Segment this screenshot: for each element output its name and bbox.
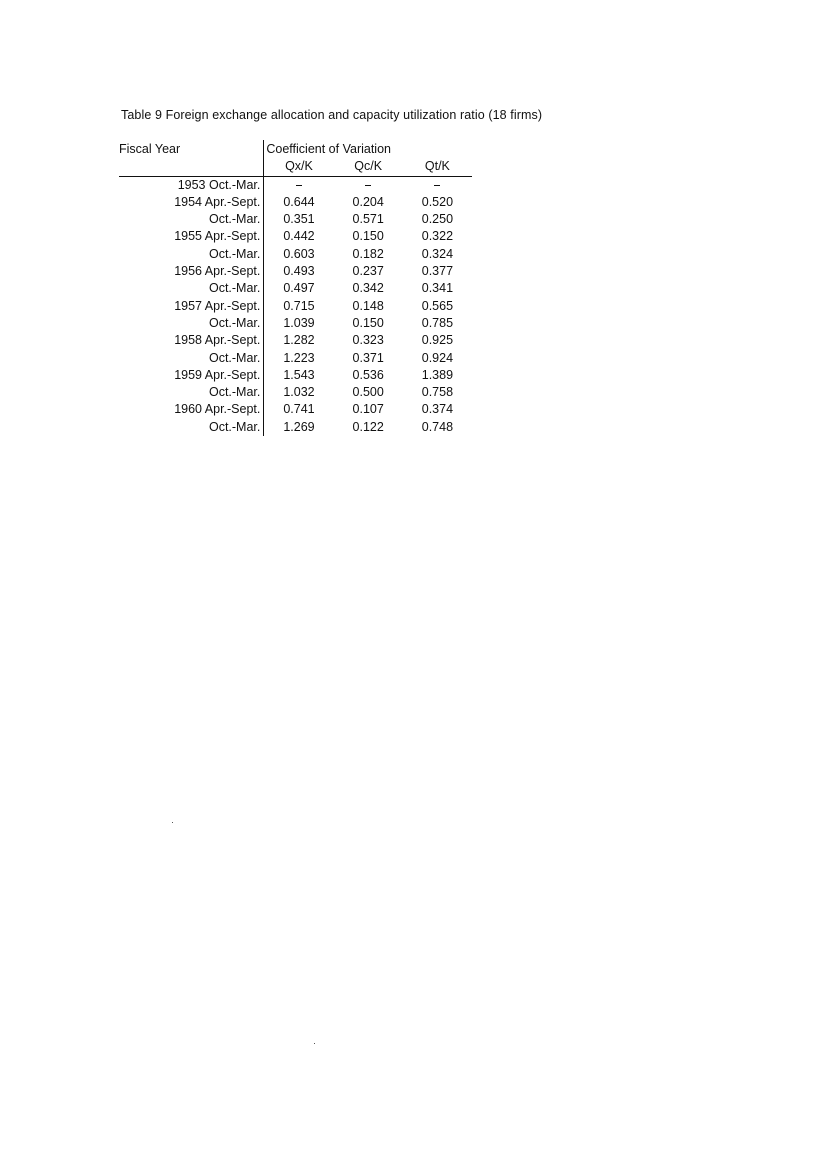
row-fiscal-year: 1960 Apr.-Sept. <box>119 401 264 418</box>
row-fiscal-year: Oct.-Mar. <box>119 384 264 401</box>
cell-qx-k: 0.741 <box>283 402 315 417</box>
cell-qc-k: 0.182 <box>352 246 384 261</box>
cell-qx-k: 0.715 <box>283 298 315 313</box>
cell-qc-k: 0.107 <box>352 402 384 417</box>
cell-qc-k: 0.571 <box>352 212 384 227</box>
stub-header-spacer <box>119 158 264 176</box>
cell-qt-k: 0.924 <box>421 350 454 365</box>
table-subheader-row <box>119 158 472 176</box>
table-row <box>119 401 472 418</box>
row-fiscal-year: Oct.-Mar. <box>119 246 264 263</box>
cell-qx-k: 0.497 <box>283 281 315 296</box>
data-table-container <box>119 140 472 436</box>
row-fiscal-year: 1958 Apr.-Sept. <box>119 332 264 349</box>
row-fiscal-year: Oct.-Mar. <box>119 211 264 228</box>
cell-qt-k: 0.322 <box>421 229 454 244</box>
row-fiscal-year: Oct.-Mar. <box>119 280 264 297</box>
row-fiscal-year: 1959 Apr.-Sept. <box>119 367 264 384</box>
cell-qx-k: 1.269 <box>283 419 315 434</box>
table-body <box>119 176 472 436</box>
cell-qt-k: 0.565 <box>421 298 454 313</box>
data-table <box>119 140 472 436</box>
cell-qt-k: 0.520 <box>421 194 454 209</box>
table-row <box>119 315 472 332</box>
column-header-qt: Qt/K <box>403 158 472 176</box>
row-fiscal-year: 1954 Apr.-Sept. <box>119 194 264 211</box>
cell-qc-k: 0.371 <box>352 350 384 365</box>
column-header-qx: Qx/K <box>264 158 334 176</box>
cell-qx-k: 0.493 <box>283 264 315 279</box>
cell-qx-k: 0.603 <box>283 246 315 261</box>
cell-qc-k: 0.342 <box>352 281 384 296</box>
stub-header: Fiscal Year <box>119 140 264 158</box>
row-fiscal-year: 1953 Oct.-Mar. <box>119 176 264 194</box>
cell-qc-k: 0.323 <box>352 333 384 348</box>
cell-qt-k: 0.758 <box>421 385 454 400</box>
cell-qt-k: 0.785 <box>421 315 454 330</box>
table-row <box>119 298 472 315</box>
row-fiscal-year: Oct.-Mar. <box>119 315 264 332</box>
table-header-row <box>119 140 472 158</box>
table-row <box>119 246 472 263</box>
group-header: Coefficient of Variation <box>266 142 391 156</box>
scan-speck <box>172 822 173 823</box>
cell-qt-k: 0.374 <box>421 402 454 417</box>
cell-qx-k <box>264 176 334 194</box>
table-row <box>119 384 472 401</box>
cell-qc-k: 0.150 <box>352 315 384 330</box>
cell-qx-k: 0.351 <box>283 212 315 227</box>
cell-qt-k: 0.324 <box>421 246 454 261</box>
table-row <box>119 280 472 297</box>
cell-qc-k: 0.150 <box>352 229 384 244</box>
cell-qt-k: 0.377 <box>421 264 454 279</box>
cell-qt-k: 0.250 <box>421 212 454 227</box>
table-row <box>119 211 472 228</box>
cell-qc-k: 0.500 <box>352 385 384 400</box>
cell-qt-k <box>403 176 472 194</box>
cell-qx-k: 1.543 <box>283 367 315 382</box>
cell-qt-k: 0.341 <box>421 281 454 296</box>
no-data-dash <box>365 185 371 186</box>
cell-qx-k: 1.223 <box>283 350 315 365</box>
cell-qc-k <box>334 176 403 194</box>
table-row <box>119 228 472 245</box>
table-row <box>119 332 472 349</box>
table-caption: Table 9 Foreign exchange allocation and capacity utilization ratio (18 firms) <box>121 108 543 122</box>
cell-qc-k: 0.148 <box>352 298 384 313</box>
cell-qx-k: 0.644 <box>283 194 315 209</box>
column-header-qc: Qc/K <box>334 158 403 176</box>
cell-qx-k: 1.032 <box>283 385 315 400</box>
row-fiscal-year: 1956 Apr.-Sept. <box>119 263 264 280</box>
table-row <box>119 194 472 211</box>
cell-qc-k: 0.122 <box>352 419 384 434</box>
row-fiscal-year: 1957 Apr.-Sept. <box>119 298 264 315</box>
no-data-dash <box>296 185 302 186</box>
cell-qx-k: 1.039 <box>283 315 315 330</box>
table-row <box>119 350 472 367</box>
row-fiscal-year: 1955 Apr.-Sept. <box>119 228 264 245</box>
cell-qx-k: 0.442 <box>283 229 315 244</box>
cell-qx-k: 1.282 <box>283 333 315 348</box>
table-row <box>119 263 472 280</box>
table-row <box>119 419 472 436</box>
row-fiscal-year: Oct.-Mar. <box>119 350 264 367</box>
table-row <box>119 367 472 384</box>
cell-qc-k: 0.536 <box>352 367 384 382</box>
scan-speck <box>314 1043 315 1044</box>
table-row <box>119 176 472 194</box>
row-fiscal-year: Oct.-Mar. <box>119 419 264 436</box>
cell-qt-k: 0.925 <box>421 333 454 348</box>
no-data-dash <box>434 185 440 186</box>
cell-qt-k: 0.748 <box>421 419 454 434</box>
cell-qc-k: 0.237 <box>352 264 384 279</box>
cell-qt-k: 1.389 <box>421 367 454 382</box>
cell-qc-k: 0.204 <box>352 194 384 209</box>
